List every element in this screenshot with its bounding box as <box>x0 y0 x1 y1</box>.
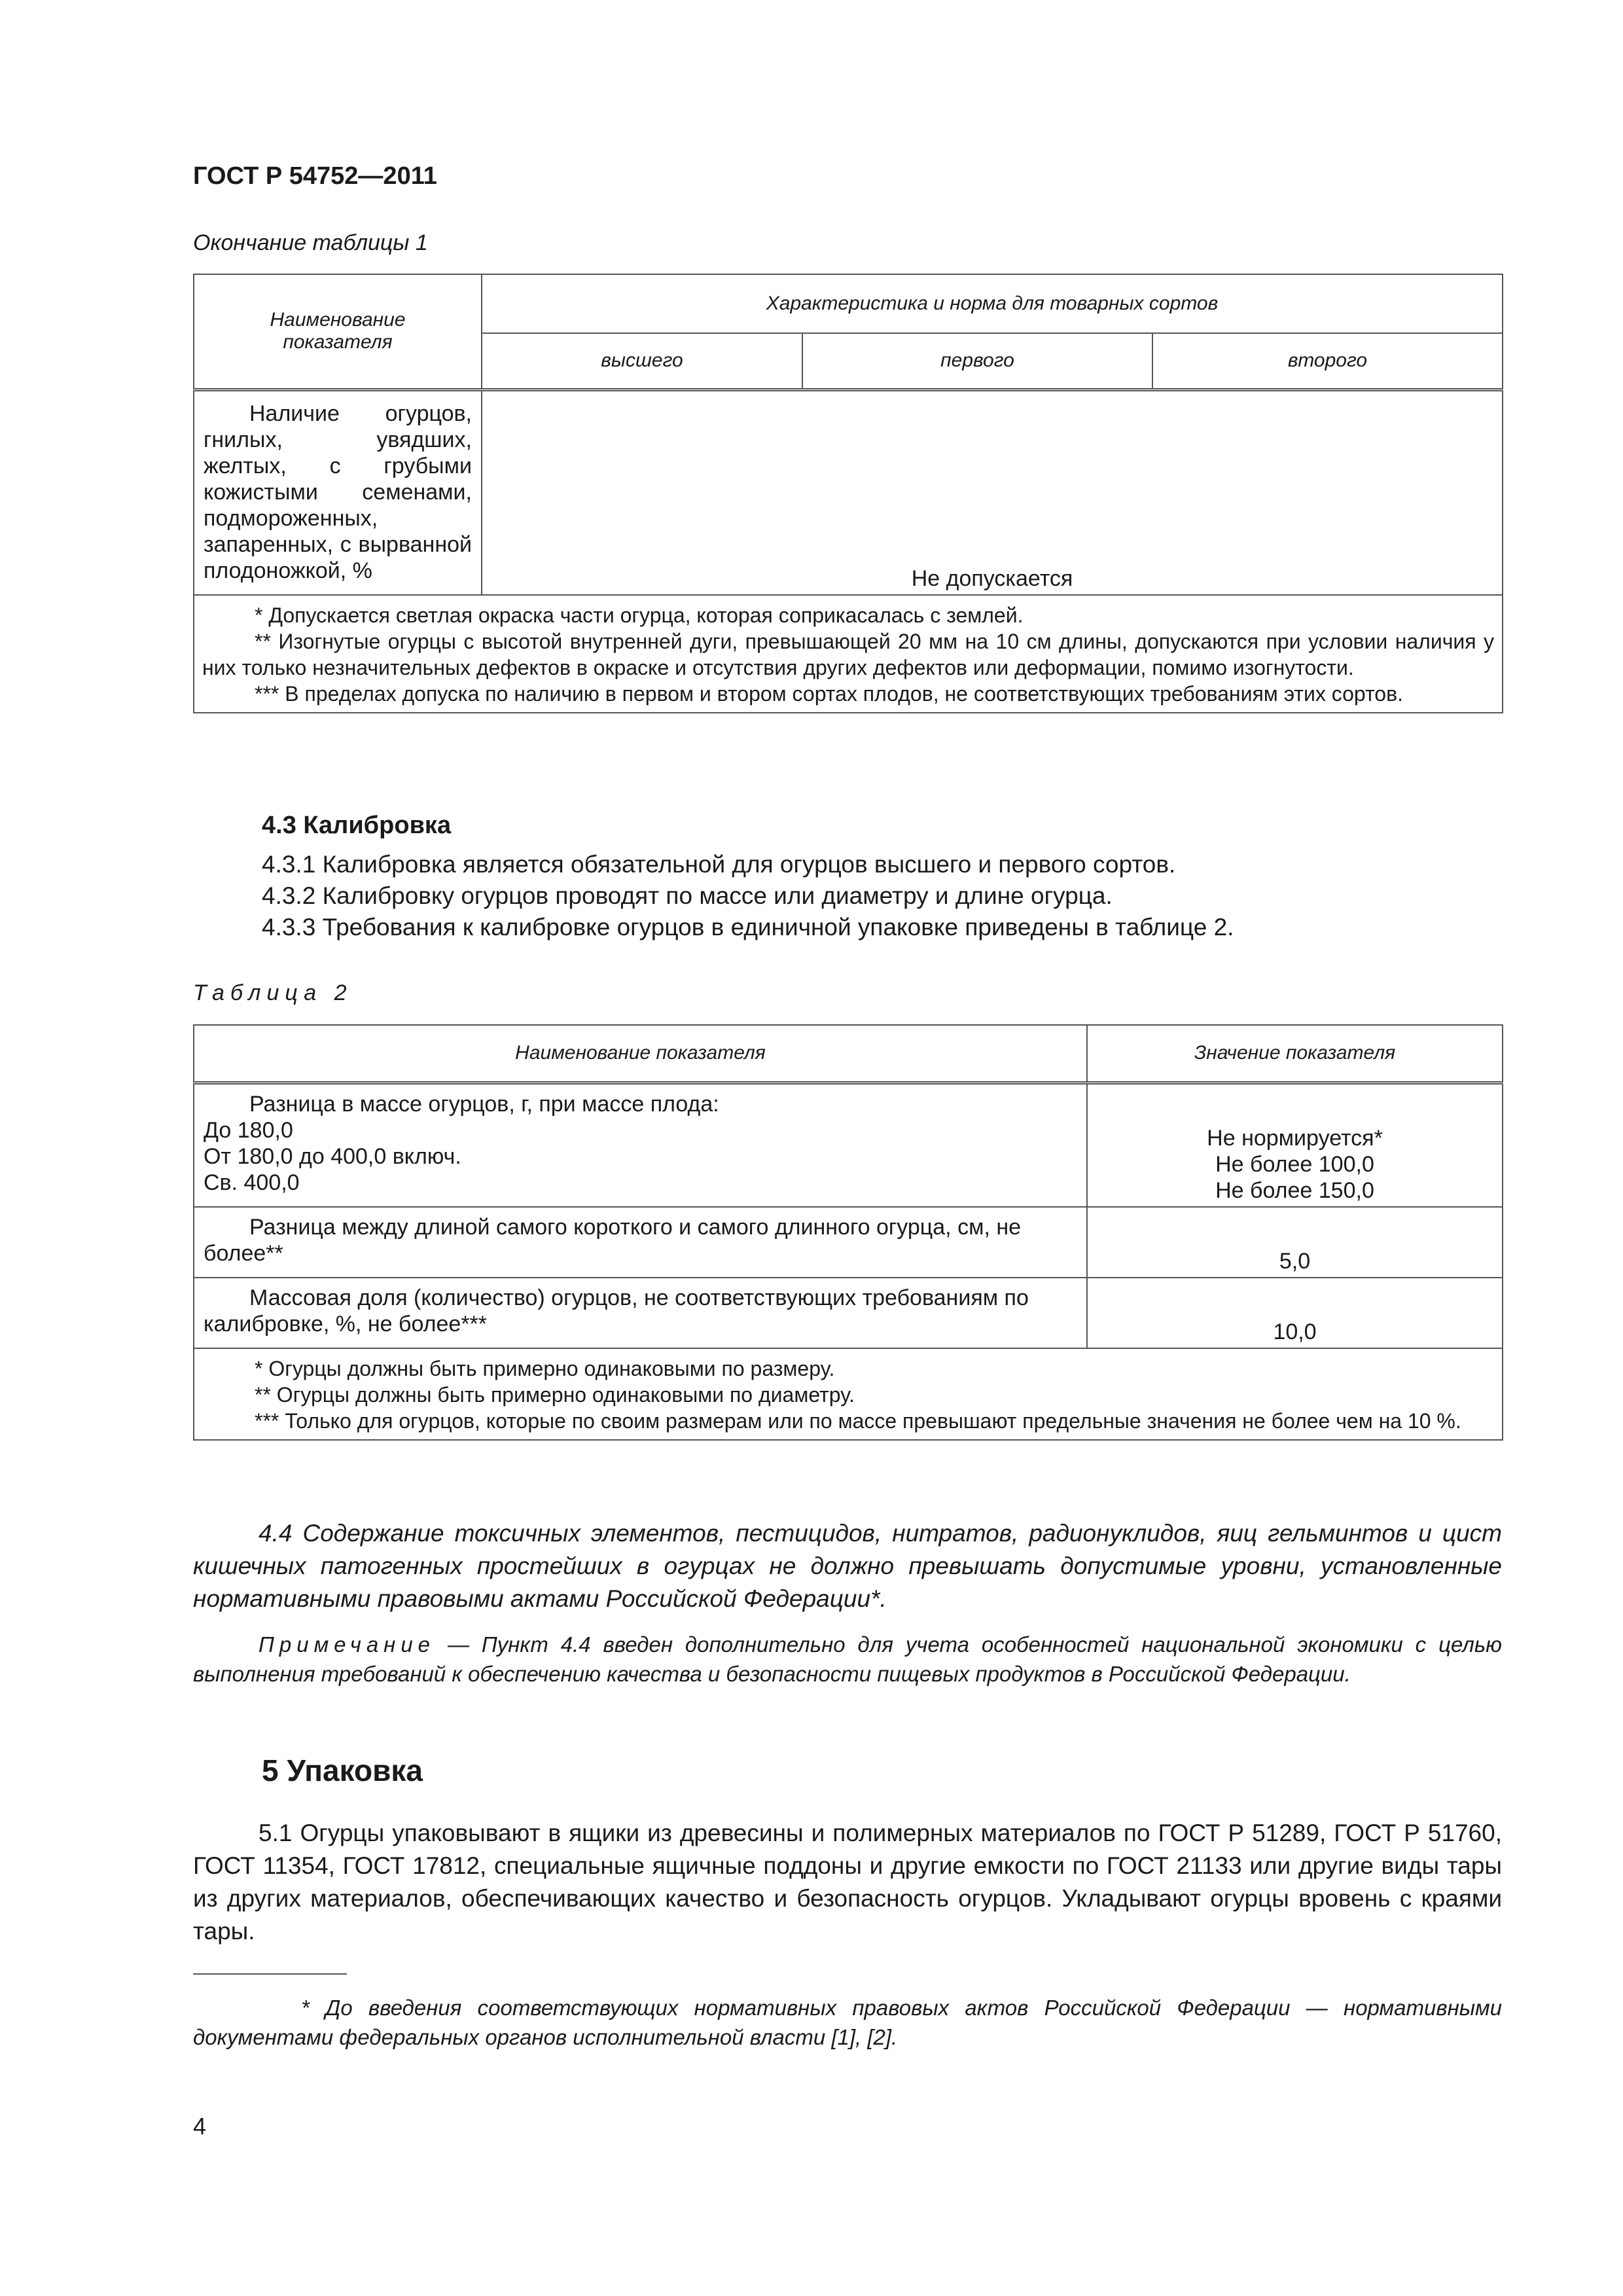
table2-row-3-name: Массовая доля (количество) огурцов, не соответствующих требованиям по калибровке, %, не более*** <box>194 1278 1087 1348</box>
table1-notes <box>194 595 1503 713</box>
table1-grade-1: высшего <box>482 333 802 389</box>
section-4-3-title: 4.3 Калибровка <box>262 812 452 839</box>
table1-col-name: Наименование показателя <box>194 274 482 389</box>
table1-note-1: * Допускается светлая окраска части огурца, которая соприкасалась с землей. <box>255 603 1024 627</box>
table2-note-1: * Огурцы должны быть примерно одинаковыми по размеру. <box>255 1357 835 1380</box>
document-code: ГОСТ Р 54752—2011 <box>193 162 437 190</box>
clause-4-4-note <box>193 1630 1502 1689</box>
page-number: 4 <box>193 2113 207 2140</box>
table2-row-1-name: Разница в массе огурцов, г, при массе плода: До 180,0 От 180,0 до 400,0 включ. Св. 400,0 <box>194 1083 1087 1207</box>
section-5-title: 5 Упаковка <box>262 1753 423 1787</box>
table2-col-value: Значение показателя <box>1087 1025 1503 1083</box>
table1-caption: Окончание таблицы 1 <box>193 230 428 255</box>
table1-col-group: Характеристика и норма для товарных сортов <box>482 274 1503 333</box>
table2-col-name: Наименование показателя <box>194 1025 1087 1083</box>
footnote-separator <box>193 1973 347 1975</box>
table2-row-2-value: 5,0 <box>1087 1207 1503 1278</box>
table1-grade-2: первого <box>802 333 1152 389</box>
clause-4-3-3: 4.3.3 Требования к калибровке огурцов в единичной упаковке приведены в таблице 2. <box>262 914 1234 941</box>
note-text: — Пункт 4.4 введен дополнительно для учета особенностей национальной экономики с целью выполнения требований к обеспечению качества и безопасности пищевых продуктов в Российской Федерации. <box>193 1632 1502 1686</box>
table2-notes <box>194 1348 1503 1440</box>
table1-row-value: Не допускается <box>482 389 1503 595</box>
table-1 <box>193 274 1503 713</box>
clause-4-4: 4.4 Содержание токсичных элементов, пестицидов, нитратов, радионуклидов, яиц гельминтов и цист кишечных патогенных простейших в огурцах не должно превышать допустимые уровни, установленные нормативными правовыми актами Российской Федерации*. <box>193 1520 1502 1612</box>
table1-row-name: Наличие огурцов, гнилых, увядших, желтых, с грубыми кожистыми семенами, подмороженных, запаренных, с вырванной плодоножкой, % <box>194 389 482 595</box>
table-2 <box>193 1024 1503 1441</box>
clause-5-1: 5.1 Огурцы упаковывают в ящики из древесины и полимерных материалов по ГОСТ Р 51289, ГОСТ Р 51760, ГОСТ 11354, ГОСТ 17812, специальные ящичные поддоны и другие емкости по ГОСТ 21133 или другие виды тары из других материалов, обеспечивающих качество и безопасность огурцов. Укладывают огурцы вровень с краями тары. <box>193 1820 1502 1945</box>
table1-note-3: *** В пределах допуска по наличию в первом и втором сортах плодов, не соответствующих требованиям этих сортов. <box>255 682 1403 706</box>
table2-row-1-value: Не нормируется* Не более 100,0 Не более 150,0 <box>1087 1083 1503 1207</box>
clause-4-3-1: 4.3.1 Калибровка является обязательной для огурцов высшего и первого сортов. <box>262 851 1176 878</box>
table2-caption: Таблица 2 <box>193 980 353 1005</box>
clause-4-3-2: 4.3.2 Калибровку огурцов проводят по массе или диаметру и длине огурца. <box>262 882 1113 909</box>
table2-note-2: ** Огурцы должны быть примерно одинаковыми по диаметру. <box>255 1383 855 1407</box>
table1-note-2: ** Изогнутые огурцы с высотой внутренней дуги, превышающей 20 мм на 10 см длины, допускаются при условии наличия у них только незначительных дефектов в окраске и отсутствия других дефектов или деформации, помимо изогнутости. <box>202 630 1495 679</box>
note-label: Примечание <box>259 1632 436 1657</box>
table2-row-3-value: 10,0 <box>1087 1278 1503 1348</box>
footnote: * До введения соответствующих нормативных правовых актов Российской Федерации — нормативными документами федеральных органов исполнительной власти [1], [2]. <box>193 1996 1502 2049</box>
table1-grade-3: второго <box>1152 333 1503 389</box>
table2-note-3: *** Только для огурцов, которые по своим размерам или по массе превышают предельные значения не более чем на 10 %. <box>255 1409 1461 1433</box>
table2-row-2-name: Разница между длиной самого короткого и самого длинного огурца, см, не более** <box>194 1207 1087 1278</box>
